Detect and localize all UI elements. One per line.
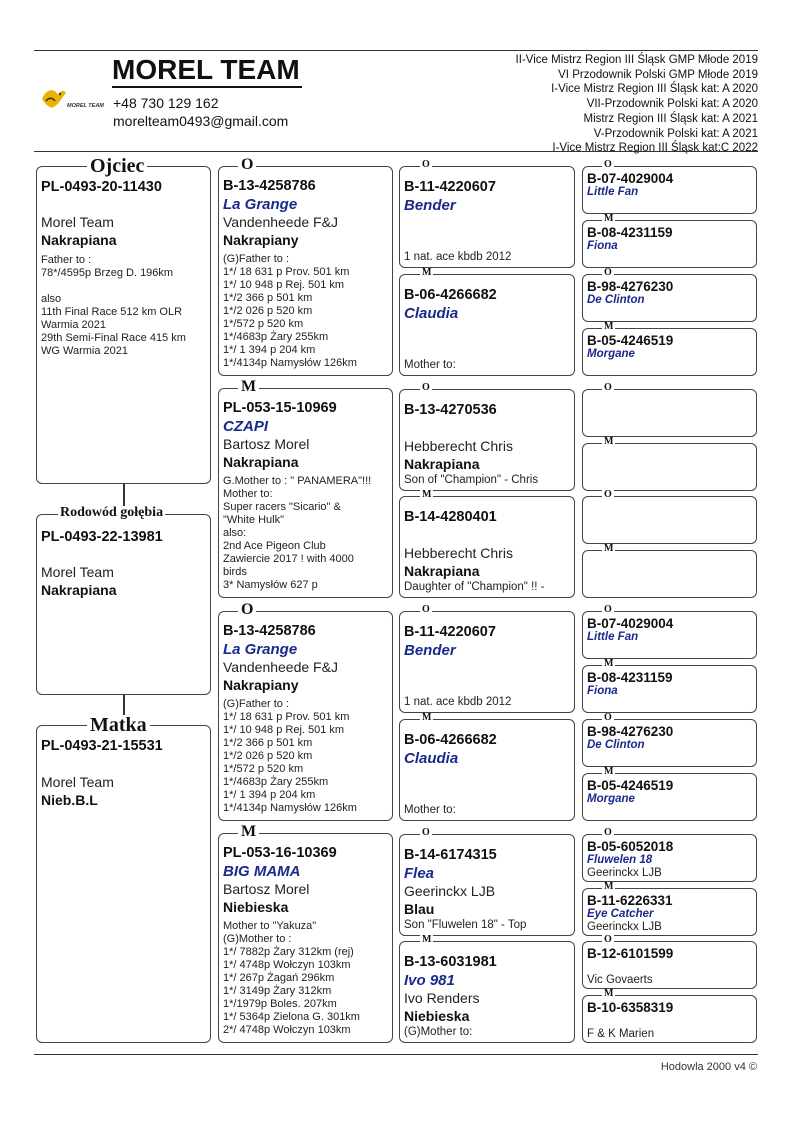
breeder-name: Bartosz Morel [223, 436, 310, 452]
gen4-card [582, 941, 757, 989]
pigeon-name: Fiona [587, 240, 618, 252]
ring-number: B-13-4258786 [223, 623, 316, 639]
ring-number: PL-053-15-10969 [223, 400, 337, 416]
pigeon-ring: PL-0493-22-13981 [41, 529, 163, 545]
note-text: 1 nat. ace kbdb 2012 [404, 251, 512, 263]
ring-number: B-98-4276230 [587, 278, 674, 294]
ring-number: B-14-6174315 [404, 846, 497, 863]
gen4-card [582, 773, 757, 821]
ring-number: B-07-4029004 [587, 171, 674, 186]
father-label: Ojciec [87, 156, 147, 176]
mother-card [36, 725, 211, 1043]
sex-label: O [422, 381, 430, 393]
sex-label: O [238, 157, 256, 173]
gen4-card [582, 443, 757, 491]
mother-color: Nieb.B.L [41, 792, 98, 808]
sex-label: O [422, 826, 430, 838]
gen3-card [399, 274, 575, 376]
note-text: Son "Fluwelen 18" - Top [404, 918, 527, 931]
ring-number: B-05-4246519 [587, 332, 674, 348]
performance-note: (G)Father to : 1*/ 18 631 p Prov. 501 km 1*/ 10 948 p Rej. 501 km 1*/2 366 p 501 km 1*/2 026 p 520 km 1*/572 p 520 km 1*/4683p Żary 255km 1*/ 1 394 p 204 km 1*/4134p Namysłów 126km [223, 698, 357, 814]
ring-number: B-06-4266682 [404, 286, 497, 303]
sex-label: O [238, 602, 256, 618]
pigeon-name: Bender [404, 642, 456, 659]
gen4-card [582, 550, 757, 598]
pigeon-name: Morgane [587, 347, 635, 360]
ring-number: B-12-6101599 [587, 946, 674, 961]
sex-label: O [604, 381, 612, 393]
breeder-name: Hebberecht Chris [404, 545, 513, 561]
sex-label: O [604, 711, 612, 723]
pigeon-name: La Grange [223, 196, 298, 213]
gen4-card [582, 166, 757, 214]
pigeon-name: Ivo 981 [404, 972, 455, 989]
ring-number: B-98-4276230 [587, 723, 674, 739]
achievement-item: II-Vice Mistrz Region III Śląsk GMP Młode 2019 [515, 54, 758, 66]
sex-label: M [422, 934, 432, 945]
gen4-card [582, 389, 757, 437]
breeder-name: Geerinckx LJB [404, 882, 496, 899]
gen3-card [399, 166, 575, 268]
sex-label: O [604, 826, 612, 838]
gen4-card [582, 995, 757, 1043]
phone: +48 730 129 162 [113, 95, 219, 111]
header-rule [34, 151, 758, 152]
ring-number: B-13-4258786 [223, 178, 316, 194]
sex-label: O [604, 604, 612, 615]
gen2-card [218, 166, 393, 376]
sex-label: M [238, 824, 259, 840]
breeder-name: Bartosz Morel [223, 881, 310, 897]
gen3-card [399, 389, 575, 491]
gen3-card [399, 611, 575, 713]
color-label: Nakrapiana [404, 563, 480, 579]
footer-rule [34, 1054, 758, 1055]
email: morelteam0493@gmail.com [113, 113, 289, 129]
breeder-name: Hebberecht Chris [404, 437, 513, 454]
pigeon-name: Little Fan [587, 631, 639, 643]
sex-label: O [604, 489, 612, 500]
gen2-card [218, 611, 393, 821]
ring-number: B-13-4270536 [404, 401, 497, 418]
gen3-card [399, 834, 575, 936]
color-label: Nakrapiana [223, 454, 299, 470]
father-card [36, 166, 211, 484]
pigeon-name: Flea [404, 864, 435, 882]
color-label: Niebieska [223, 899, 289, 915]
gen3-card [399, 719, 575, 821]
father-breeder: Morel Team [41, 214, 114, 230]
gen4-card [582, 274, 757, 322]
ring-number: B-05-6052018 [587, 838, 674, 854]
achievement-item: Mistrz Region III Śląsk kat: A 2021 [583, 112, 758, 125]
ring-number: B-05-4246519 [587, 777, 674, 793]
ring-number: B-11-4220607 [404, 179, 496, 195]
pigeon-color: Nakrapiana [41, 582, 117, 598]
pigeon-name: Claudia [404, 749, 459, 767]
note-text: Mother to: [404, 358, 456, 371]
sex-label: O [604, 266, 612, 278]
gen3-card [399, 941, 575, 1043]
mother-breeder: Morel Team [41, 774, 114, 790]
pigeon-name: La Grange [223, 641, 298, 658]
note-text: 1 nat. ace kbdb 2012 [404, 696, 512, 708]
ring-number: PL-053-16-10369 [223, 845, 337, 861]
pigeon-card [36, 514, 211, 695]
ring-number: B-08-4231159 [587, 670, 673, 685]
achievements-list [516, 53, 758, 156]
gen3-card [399, 496, 575, 598]
pigeon-name: De Clinton [587, 293, 645, 306]
breeder-name: Ivo Renders [404, 990, 480, 1006]
sex-label: M [422, 711, 432, 723]
sex-label: M [604, 988, 614, 999]
ring-number: B-11-6226331 [587, 892, 673, 908]
performance-note: (G)Father to : 1*/ 18 631 p Prov. 501 km 1*/ 10 948 p Rej. 501 km 1*/2 366 p 501 km 1*/2 026 p 520 km 1*/572 p 520 km 1*/4683p Żary 255km 1*/ 1 394 p 204 km 1*/4134p Namysłów 126km [223, 253, 357, 369]
pigeon-name: Fiona [587, 685, 618, 697]
sex-label: M [604, 435, 614, 447]
gen4-card [582, 496, 757, 544]
ring-number: B-07-4029004 [587, 616, 674, 631]
color-label: Blau [404, 900, 435, 917]
gen4-card [582, 328, 757, 376]
breeder-name: Vic Govaerts [587, 974, 653, 986]
note-text: Mother to: [404, 803, 456, 816]
color-label: Nakrapiany [223, 677, 299, 693]
page-title: MOREL TEAM [112, 54, 302, 88]
color-label: Nakrapiany [223, 232, 299, 248]
ring-number: B-06-4266682 [404, 731, 497, 748]
performance-note: Mother to "Yakuza" (G)Mother to : 1*/ 7882p Żary 312km (rej) 1*/ 4748p Wołczyn 103km 1*/ 267p Żagań 296km 1*/ 3149p Żary 312km 1*/1979p Boles. 207km 1*/ 5364p Zielona G. 301km 2*/ 4748p Wołczyn 103km [223, 920, 360, 1036]
achievement-item: I-Vice Mistrz Region III Śląsk kat: A 2020 [551, 83, 758, 96]
pigeon-name: CZAPI [223, 418, 268, 435]
breeder-name: Geerinckx LJB [587, 866, 662, 879]
ring-number: B-10-6358319 [587, 1000, 674, 1015]
sex-label: O [422, 159, 430, 170]
note-text: Daughter of "Champion" !! - [404, 581, 545, 593]
breeder-name: F & K Marien [587, 1028, 655, 1040]
ring-number: B-11-4220607 [404, 624, 496, 640]
achievement-item: VI Przodownik Polski GMP Młode 2019 [558, 68, 758, 81]
performance-note: G.Mother to : " PANAMERA"!!! Mother to: Super racers "Sicario" & "White Hulk" also: 2nd Ace Pigeon Club Zawiercie 2017 ! with 4000 birds 3* Namysłów 627 p [223, 475, 372, 591]
achievement-item: I-Vice Mistrz Region III Śląsk kat:C 2022 [552, 142, 758, 155]
sex-label: M [604, 213, 614, 224]
gen4-card [582, 611, 757, 659]
sex-label: O [604, 934, 612, 945]
gen4-card [582, 719, 757, 767]
sex-label: M [604, 658, 614, 669]
pigeon-name: De Clinton [587, 738, 645, 751]
pigeon-name: Fluwelen 18 [587, 853, 653, 866]
sex-label: M [604, 765, 614, 777]
footer-text: Hodowla 2000 v4 © [660, 1061, 757, 1073]
breeder-name: Vandenheede F&J [223, 659, 338, 675]
ring-number: B-14-4280401 [404, 509, 497, 525]
svg-text:MOREL TEAM: MOREL TEAM [67, 103, 104, 109]
color-label: Niebieska [404, 1008, 470, 1024]
pigeon-breeder: Morel Team [41, 564, 114, 580]
pigeon-name: Bender [404, 197, 456, 214]
achievement-item: V-Przodownik Polski kat: A 2021 [593, 127, 758, 140]
top-rule [34, 50, 758, 51]
note-text: Son of "Champion" - Chris [404, 473, 539, 486]
mother-label: Matka [87, 715, 150, 735]
sex-label: O [604, 159, 612, 170]
gen4-card [582, 665, 757, 713]
father-ring: PL-0493-20-11430 [41, 179, 162, 195]
sex-label: M [422, 266, 432, 278]
sex-label: M [604, 320, 614, 332]
breeder-name: Geerinckx LJB [587, 920, 662, 933]
pigeon-name: BIG MAMA [223, 863, 301, 880]
note-text: (G)Mother to: [404, 1026, 473, 1038]
gen2-card [218, 833, 393, 1043]
gen4-card [582, 220, 757, 268]
father-note: Father to : 78*/4595p Brzeg D. 196km also 11th Final Race 512 km OLR Warmia 2021 29th Semi-Final Race 415 km WG Warmia 2021 [41, 254, 186, 357]
sex-label: M [604, 543, 614, 554]
pigeon-name: Eye Catcher [587, 907, 654, 920]
sex-label: M [422, 489, 432, 500]
dove-logo-icon [40, 85, 104, 113]
achievement-item: VII-Przodownik Polski kat: A 2020 [586, 98, 758, 111]
gen2-card [218, 388, 393, 598]
ring-number: B-08-4231159 [587, 225, 673, 240]
breeder-name: Vandenheede F&J [223, 214, 338, 230]
father-color: Nakrapiana [41, 232, 117, 248]
mother-ring: PL-0493-21-15531 [41, 738, 163, 754]
color-label: Nakrapiana [404, 455, 480, 472]
ring-number: B-13-6031981 [404, 954, 497, 970]
sex-label: M [238, 379, 259, 395]
gen4-card [582, 834, 757, 882]
pigeon-name: Little Fan [587, 186, 639, 198]
pigeon-name: Claudia [404, 304, 459, 322]
sex-label: O [422, 604, 430, 615]
sex-label: M [604, 880, 614, 892]
pigeon-name: Morgane [587, 792, 635, 805]
gen4-card [582, 888, 757, 936]
pigeon-label: Rodowód gołębia [60, 505, 164, 520]
logo [40, 85, 104, 118]
